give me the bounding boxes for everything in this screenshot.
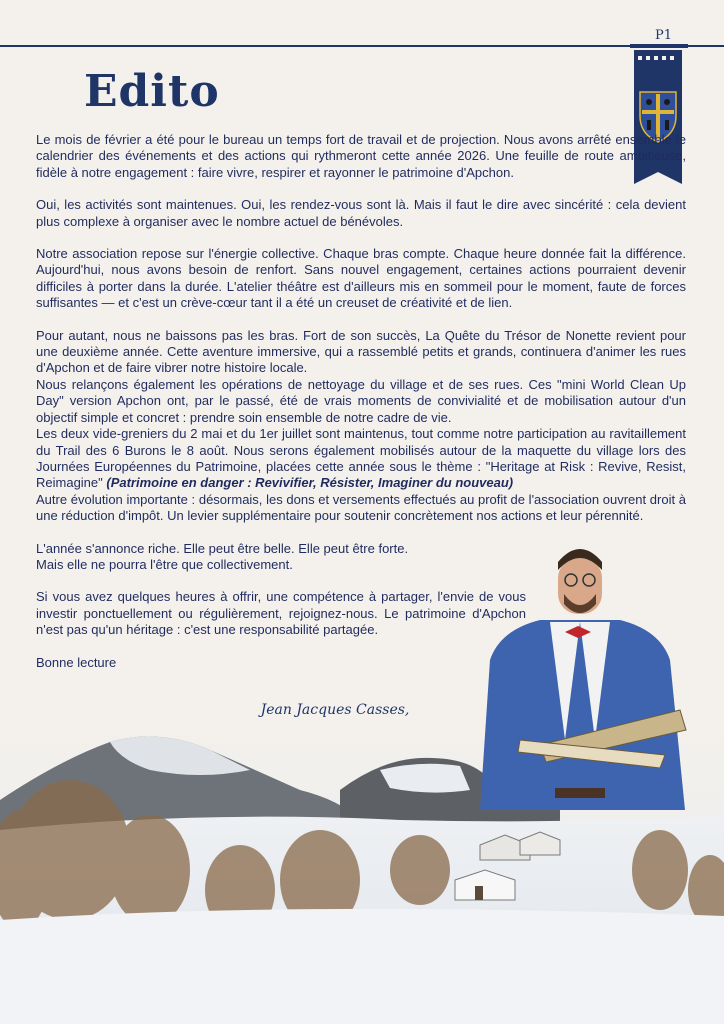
paragraph-6-text: Les deux vide-greniers du 2 mai et du 1er juillet sont maintenus, tout comme notre participation au ravitaillement du Trail des 6 Burons le 8 août. Nous serons également mobilisés autour de la maquette du village lors des Journées Européennes du Patrimoine, placées cette année sous le thème : "Heritage at Risk : Revive, Resist, Reimagine" <box>36 426 686 491</box>
paragraph-1: Le mois de février a été pour le bureau un temps fort de travail et de projection. Nous avons arrêté ensemble le calendrier des événements et des actions qui rythmeront cette année 2026. Une feuille de route ambitieuse, fidèle à notre engagement : faire vivre, respirer et rayonner le patrimoine d'Apchon. <box>36 132 686 180</box>
page-title: Edito <box>84 66 220 117</box>
paragraph-7: Autre évolution importante : désormais, les dons et versements effectués au profit de l'association ouvrent droit à une réduction d'impôt. Un levier supplémentaire pour soutenir concrètement nos actions et leur pérennité. <box>36 491 686 524</box>
president-portrait <box>460 540 700 830</box>
paragraph-8a: L'année s'annonce riche. Elle peut être belle. Elle peut être forte. <box>36 540 409 556</box>
paragraph-2: Oui, les activités sont maintenues. Oui, les rendez-vous sont là. Mais il faut le dire avec sincérité : cela devient plus complexe à organiser avec le nombre actuel de bénévoles. <box>36 197 686 229</box>
header-rule <box>0 45 724 47</box>
paragraph-6 <box>36 426 686 492</box>
signature-name: Jean Jacques Casses, <box>260 702 410 718</box>
paragraph-8b: Mais elle ne pourra l'être que collectivement. <box>36 556 293 572</box>
paragraph-3: Notre association repose sur l'énergie collective. Chaque bras compte. Chaque heure donnée fait la différence. Aujourd'hui, nous avons besoin de renfort. Sans nouvel engagement, certaines actions pourraient devenir difficiles à porter dans la durée. L'atelier théâtre est d'ailleurs mis en sommeil pour le moment, faute de forces suffisantes — et c'est un crève-cœur tant il a été un creuset de créativité et de lien. <box>36 246 686 311</box>
paragraph-4: Pour autant, nous ne baissons pas les bras. Fort de son succès, La Quête du Trésor de Nonette revient pour une deuxième année. Cette aventure immersive, qui a rassemblé petits et grands, continuera d'animer les rues d'Apchon et de faire vibrer notre histoire locale. <box>36 327 686 376</box>
paragraph-6-emphasis: (Patrimoine en danger : Revivifier, Résister, Imaginer du nouveau) <box>106 475 514 491</box>
paragraph-10: Bonne lecture <box>36 654 117 670</box>
paragraph-9: Si vous avez quelques heures à offrir, une compétence à partager, l'envie de vous investir ponctuellement ou régulièrement, rejoignez-nous. Le patrimoine d'Apchon n'est pas qu'un héritage : c'est une responsabilité partagée. <box>36 589 526 638</box>
page-number-bar <box>630 44 688 48</box>
paragraph-5: Nous relançons également les opérations de nettoyage du village et de ses rues. Ces "mini World Clean Up Day" version Apchon ont, par le passé, été de vrais moments de convivialité et de mobilisation autour d'un objectif simple et concret : prendre soin ensemble de notre cadre de vie. <box>36 376 686 425</box>
page-number: P1 <box>654 28 672 43</box>
